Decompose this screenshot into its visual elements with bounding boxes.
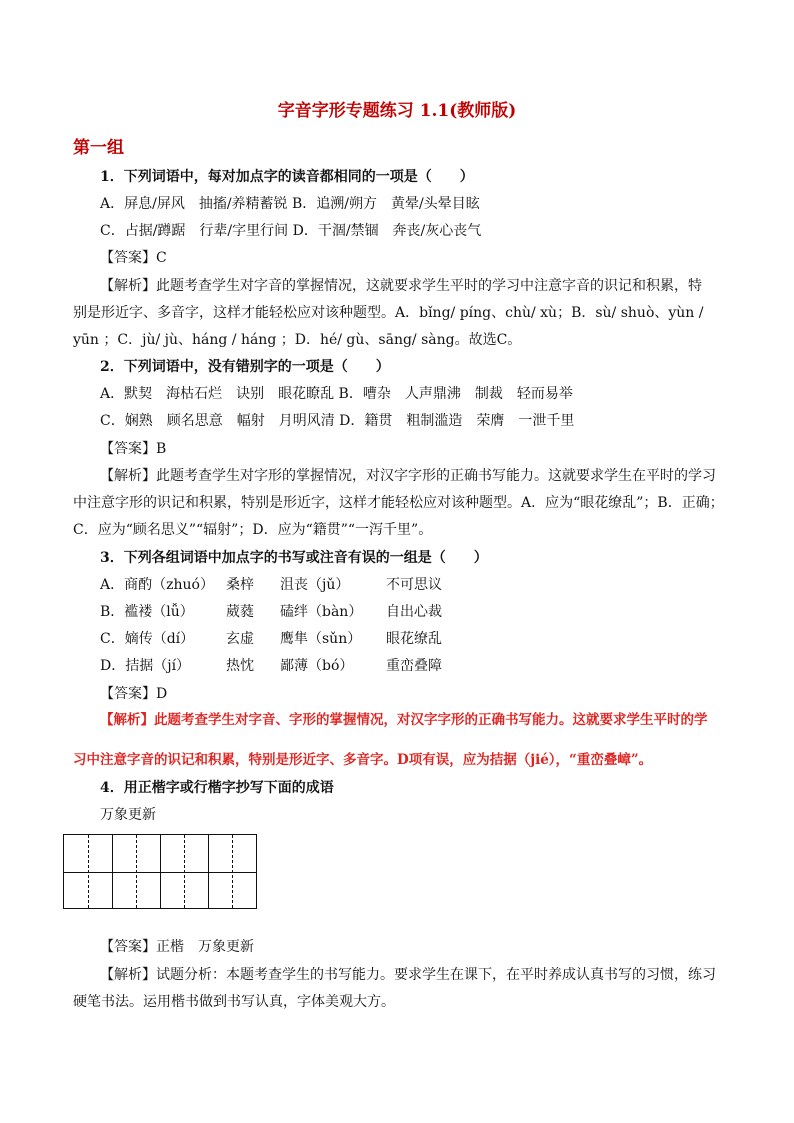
question-2-analysis-line-3: C．应为“顾名思义”“辐射”；D．应为“籍贯”“一泻千里”。 [73,522,433,538]
question-4-answer: 【答案】正楷 万象更新 [100,939,254,955]
option-cell: 玄虚 [226,631,254,647]
option-cell: C．嫡传（dí） [100,631,195,647]
grid-line [64,872,256,873]
option-cell: 沮丧（jǔ） [280,577,350,593]
option-cell: 不可思议 [386,577,442,593]
question-4-analysis-line-2: 硬笔书法。运用楷书做到书写认真，字体美观大方。 [73,994,395,1010]
question-3-answer: 【答案】D [100,686,168,702]
option-cell: 自出心裁 [386,604,442,620]
question-4-word: 万象更新 [100,807,156,823]
question-1-options-cd: C．占据/蹲踞 行辈/字里行间 D．干涸/禁锢 奔丧/灰心丧气 [100,223,482,239]
question-3-analysis-line-2: 习中注意字音的识记和积累，特别是形近字、多音字。D项有误，应为拮据（jié），“重峦叠嶂”。 [73,752,653,768]
question-2-stem: 2．下列词语中，没有错别字的一项是（ ） [100,359,390,375]
option-cell: 眼花缭乱 [386,631,442,647]
question-4-stem: 4．用正楷字或行楷字抄写下面的成语 [100,780,334,796]
option-cell: 鄙薄（bó） [280,658,354,674]
question-2-analysis-line-2: 中注意字形的识记和积累，特别是形近字，这样才能轻松应对该种题型。A．应为“眼花缭乱”；B．正确； [73,495,724,511]
group-heading: 第一组 [73,138,124,158]
question-1-analysis-line-3: yūn ；C．jù/ jù、háng / háng ；D．hé/ gù、sāng/ sàng。故选C。 [73,332,522,348]
option-cell: B．褴褛（lǚ） [100,604,194,620]
option-cell: D．拮据（jí） [100,658,191,674]
option-cell: 桑梓 [226,577,254,593]
option-cell: 重峦叠障 [386,658,442,674]
question-1-analysis-line-1: 【解析】此题考查学生对字音的掌握情况，这就要求学生平时的学习中注意字音的识记和积累，特 [100,278,702,294]
question-3-stem: 3．下列各组词语中加点字的书写或注音有误的一组是（ ） [100,550,488,566]
question-4-analysis-line-1: 【解析】试题分析：本题考查学生的书写能力。要求学生在课下，在平时养成认真书写的习惯，练习 [100,967,716,983]
question-1-analysis-line-2: 别是形近字、多音字，这样才能轻松应对该种题型。A．bǐng/ píng、chù/ xù；B．sù/ shuò、yùn / [73,305,704,321]
question-2-options-ab: A．默契 海枯石烂 诀别 眼花瞭乱 B．嘈杂 人声鼎沸 制裁 轻而易举 [100,386,573,402]
option-cell: 葳蕤 [226,604,254,620]
option-cell: 磕绊（bàn） [280,604,363,620]
question-3-analysis-line-1: 【解析】此题考查学生对字音、字形的掌握情况，对汉字字形的正确书写能力。这就要求学生平时的学 [100,712,708,728]
option-cell: A．商酌（zhuó） [100,577,214,593]
page-title: 字音字形专题练习 1.1(教师版) [277,101,517,121]
question-2-analysis-line-1: 【解析】此题考查学生对字形的掌握情况，对汉字字形的正确书写能力。这就要求学生在平时的学习 [100,468,716,484]
question-1-stem: 1．下列词语中，每对加点字的读音都相同的一项是（ ） [100,169,474,185]
question-1-answer: 【答案】C [100,250,167,266]
option-cell: 热忱 [226,658,254,674]
question-2-options-cd: C．娴熟 顾名思意 幅射 月明风清 D．籍贯 粗制滥造 荣膺 一泄千里 [100,413,575,429]
question-2-answer: 【答案】B [100,441,167,457]
writing-grid [63,834,257,909]
option-cell: 鹰隼（sǔn） [280,631,362,647]
question-1-options-ab: A．屏息/屏风 抽搐/养精蓄锐 B．追溯/朔方 黄晕/头晕目眩 [100,196,480,212]
